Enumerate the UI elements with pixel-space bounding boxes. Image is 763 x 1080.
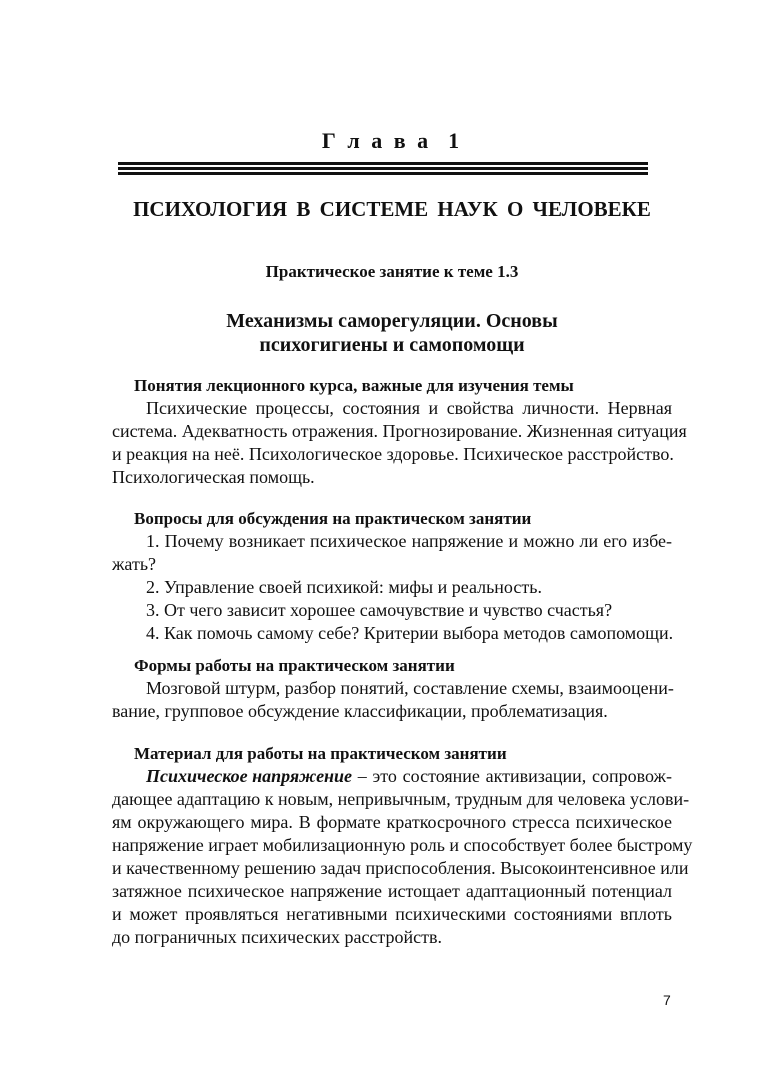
topic-title [112, 309, 672, 357]
section-questions [112, 507, 672, 645]
divider-rule [118, 172, 648, 175]
text-line: до пограничных психических расстройств. [112, 927, 442, 947]
section-heading: Вопросы для обсуждения на практическом занятии [134, 509, 532, 528]
text-line: 2. Управление своей психикой: мифы и реальность. [146, 577, 542, 597]
text-line: напряжение играет мобилизационную роль и способствует более быстрому [112, 835, 693, 855]
text-line: и может проявляться негативными психическими состояниями вплоть [112, 904, 672, 924]
text-line [112, 765, 672, 788]
text-line: вание, групповое обсуждение классификации, проблематизация. [112, 701, 608, 721]
text-line: система. Адекватность отражения. Прогнозирование. Жизненная ситуация [112, 421, 687, 441]
section-material [112, 742, 693, 949]
text-line: Психологическая помощь. [112, 467, 315, 487]
lesson-subtitle: Практическое занятие к теме 1.3 [265, 262, 519, 281]
text-line: Психические процессы, состояния и свойства личности. Нервная [146, 398, 672, 418]
text-line: Мозговой штурм, разбор понятий, составление схемы, взаимооцени- [146, 678, 674, 698]
text-line: 3. От чего зависит хорошее самочувствие и чувство счастья? [146, 600, 613, 620]
text-line: жать? [112, 554, 157, 574]
divider-rule [118, 162, 648, 165]
topic-line: психогигиены и самопомощи [259, 334, 525, 356]
text-line: 1. Почему возникает психическое напряжение и можно ли его избе- [146, 531, 672, 551]
section-forms [112, 654, 672, 723]
text-fragment: – это состояние активизации, сопровож- [352, 766, 672, 786]
chapter-label: Г л а в а 1 [321, 128, 463, 153]
text-line: дающее адаптацию к новым, непривычным, трудным для человека услови- [112, 789, 690, 809]
topic-line: Механизмы саморегуляции. Основы [226, 310, 558, 332]
text-line: 4. Как помочь самому себе? Критерии выбора методов самопомощи. [146, 623, 674, 643]
chapter-title: ПСИХОЛОГИЯ В СИСТЕМЕ НАУК О ЧЕЛОВЕКЕ [133, 197, 651, 221]
section-heading: Формы работы на практическом занятии [134, 656, 455, 675]
page-number: 7 [663, 992, 671, 1008]
text-line: и качественному решению задач приспособления. Высокоинтенсивное или [112, 858, 689, 878]
text-line: и реакция на неё. Психологическое здоровье. Психическое расстройство. [112, 444, 674, 464]
section-heading: Понятия лекционного курса, важные для изучения темы [134, 376, 574, 395]
text-line: ям окружающего мира. В формате краткосрочного стресса психическое [112, 812, 672, 832]
section-concepts [112, 374, 687, 489]
section-heading: Материал для работы на практическом занятии [134, 744, 507, 763]
text-line: затяжное психическое напряжение истощает адаптационный потенциал [112, 881, 672, 901]
defined-term: Психическое напряжение [146, 766, 353, 786]
divider-rule [118, 167, 648, 170]
